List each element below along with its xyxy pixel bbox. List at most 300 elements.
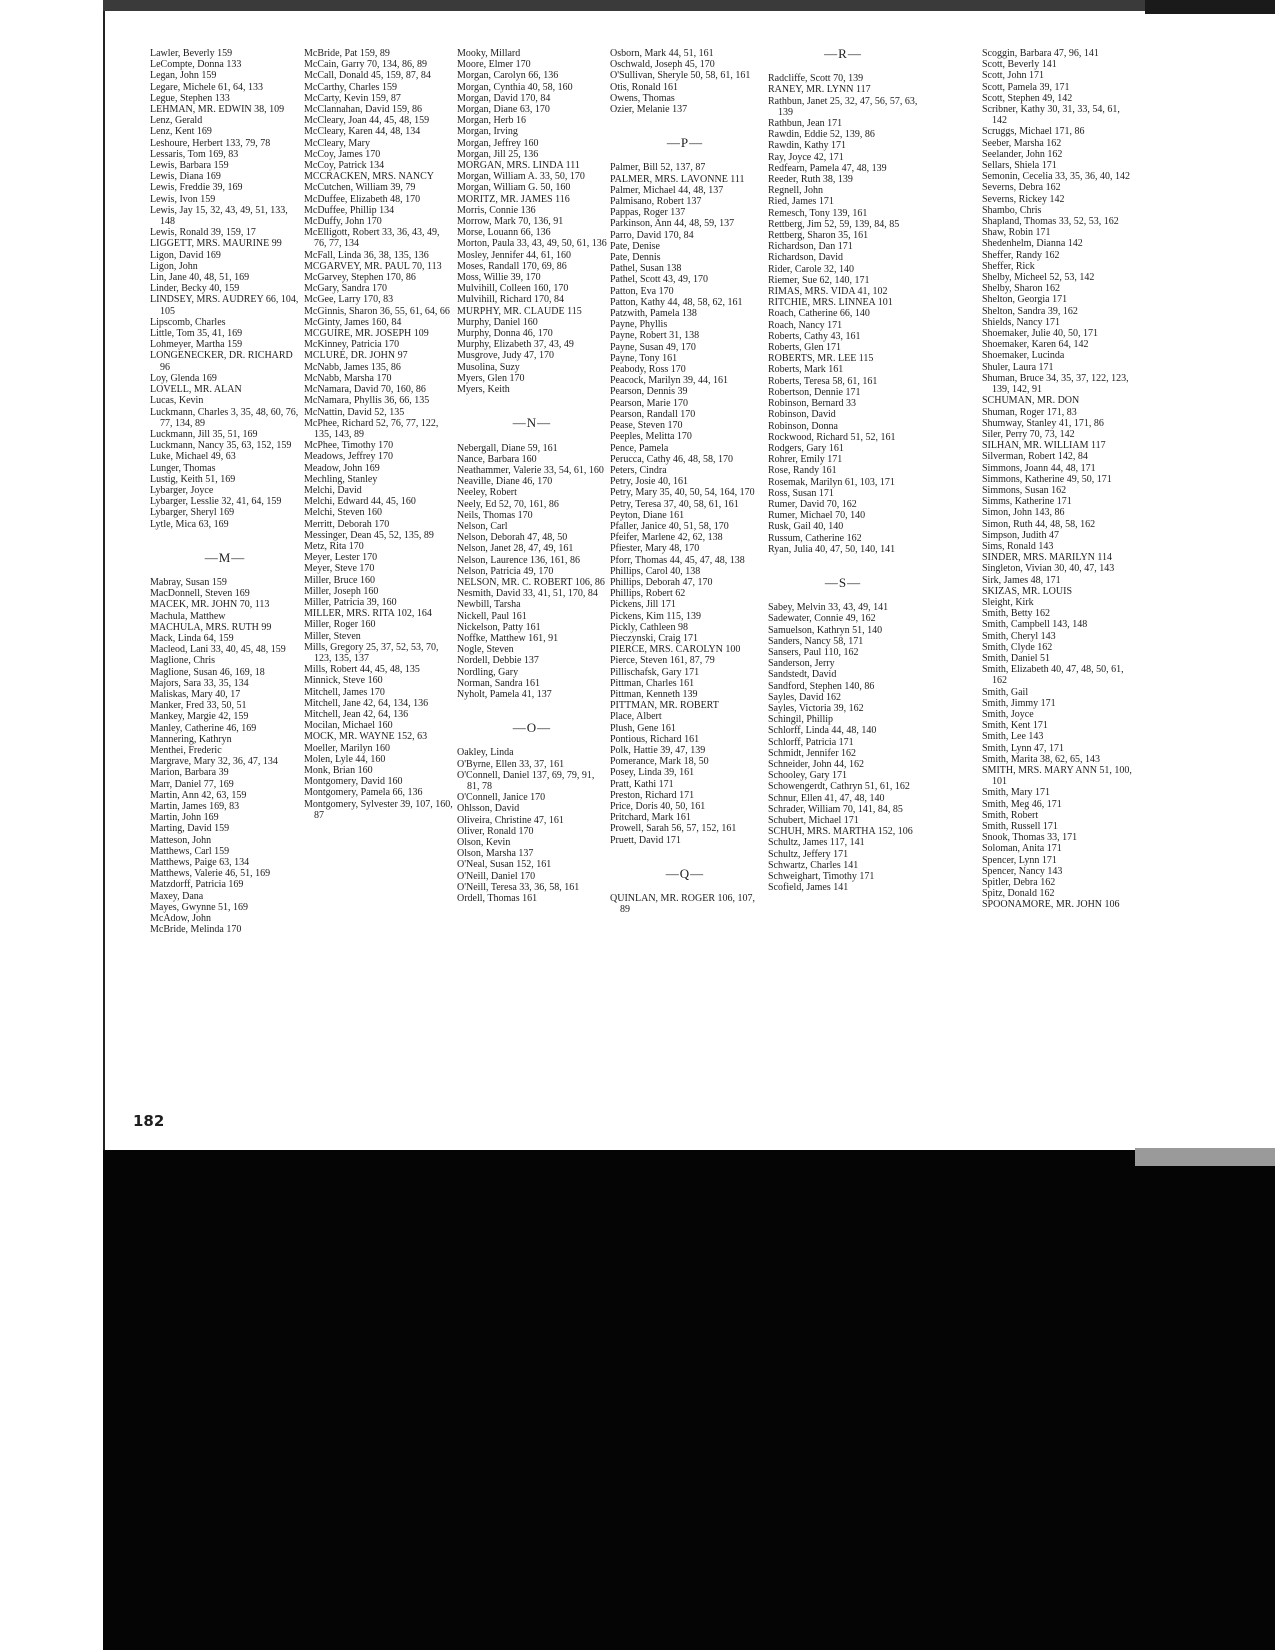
index-column-3 bbox=[457, 48, 607, 904]
index-entry: Lewis, Ronald 39, 159, 17 bbox=[150, 227, 256, 239]
index-entry: Mosley, Jennifer 44, 61, 160 bbox=[457, 249, 572, 261]
index-entry: McAdow, John bbox=[150, 913, 212, 925]
index-entry: Shambo, Chris bbox=[982, 204, 1042, 216]
index-entry: Marting, David 159 bbox=[150, 823, 230, 835]
index-entry: O'Byrne, Ellen 33, 37, 161 bbox=[457, 758, 565, 770]
index-entry: Lustig, Keith 51, 169 bbox=[150, 473, 236, 485]
index-entry: Schlorff, Linda 44, 48, 140 bbox=[768, 725, 877, 737]
index-entry: Place, Albert bbox=[610, 711, 662, 723]
index-entry: Manker, Fred 33, 50, 51 bbox=[150, 700, 247, 712]
index-entry: Phillips, Deborah 47, 170 bbox=[610, 576, 713, 588]
section-letter-heading: —P— bbox=[666, 135, 704, 151]
index-entry: Myers, Keith bbox=[457, 384, 510, 396]
index-column-6 bbox=[982, 48, 1132, 911]
index-entry: Melchi, David bbox=[304, 484, 362, 496]
index-entry: Sims, Ronald 143 bbox=[982, 540, 1054, 552]
index-entry: Simmons, Joann 44, 48, 171 bbox=[982, 462, 1096, 474]
index-entry: Peeples, Melitta 170 bbox=[610, 431, 692, 443]
index-entry: Martin, James 169, 83 bbox=[150, 801, 240, 812]
index-entry: MACEK, MR. JOHN 70, 113 bbox=[150, 599, 270, 611]
index-entry: Pillischafsk, Gary 171 bbox=[610, 666, 700, 678]
index-entry: Seelander, John 162 bbox=[982, 148, 1063, 160]
index-entry: Matteson, John bbox=[150, 834, 212, 846]
index-entry: Schubert, Michael 171 bbox=[768, 815, 859, 826]
index-entry: Sirk, James 48, 171 bbox=[982, 574, 1061, 586]
index-entry: Neaville, Diane 46, 170 bbox=[457, 476, 553, 488]
index-entry: McGinty, James 160, 84 bbox=[304, 316, 402, 328]
index-entry: Noffke, Matthew 161, 91 bbox=[457, 632, 559, 644]
index-entry: Shoemaker, Julie 40, 50, 171 bbox=[982, 328, 1098, 340]
index-entry: Nyholt, Pamela 41, 137 bbox=[457, 688, 552, 700]
index-entry: PIERCE, MRS. CAROLYN 100 bbox=[610, 644, 741, 656]
index-entry: Miller, Patricia 39, 160 bbox=[304, 596, 397, 608]
index-entry: Legue, Stephen 133 bbox=[150, 92, 230, 104]
index-entry: SCHUH, MRS. MARTHA 152, 106 bbox=[768, 826, 913, 838]
index-column-1 bbox=[150, 48, 300, 935]
index-entry: Pearson, Marie 170 bbox=[610, 397, 689, 409]
index-entry: Nelson, Carl bbox=[457, 520, 508, 532]
index-entry: Nogle, Steven bbox=[457, 644, 514, 656]
index-entry: Shuler, Laura 171 bbox=[982, 361, 1054, 373]
index-entry: Price, Doris 40, 50, 161 bbox=[610, 801, 706, 812]
index-entry: Maglione, Susan 46, 169, 18 bbox=[150, 666, 265, 678]
index-entry: Sheffer, Randy 162 bbox=[982, 249, 1060, 261]
index-entry: Smith, Robert bbox=[982, 809, 1039, 821]
index-entry: Schmidt, Jennifer 162 bbox=[768, 747, 857, 759]
index-entry: Messinger, Dean 45, 52, 135, 89 bbox=[304, 529, 434, 541]
index-entry: Little, Tom 35, 41, 169 bbox=[150, 328, 243, 340]
index-entry: Pontious, Richard 161 bbox=[610, 733, 700, 745]
index-entry: McNamara, David 70, 160, 86 bbox=[304, 384, 426, 396]
index-entry: SINDER, MRS. MARILYN 114 bbox=[982, 552, 1113, 564]
index-entry: Smith, Lynn 47, 171 bbox=[982, 742, 1064, 754]
index-entry: Pease, Steven 170 bbox=[610, 420, 683, 432]
index-entry: Lunger, Thomas bbox=[150, 462, 216, 474]
index-entry: Shoemaker, Lucinda bbox=[982, 350, 1065, 362]
index-entry: Luckmann, Nancy 35, 63, 152, 159 bbox=[150, 440, 292, 452]
index-entry: Murphy, Elizabeth 37, 43, 49 bbox=[457, 339, 574, 351]
index-entry: Schnur, Ellen 41, 47, 48, 140 bbox=[768, 792, 885, 804]
index-entry: Palmer, Bill 52, 137, 87 bbox=[610, 162, 706, 174]
index-entry: Linder, Becky 40, 159 bbox=[150, 283, 240, 295]
index-entry: Scott, John 171 bbox=[982, 70, 1044, 82]
index-entry: LINDSEY, MRS. AUDREY 66, 104, 105 bbox=[150, 294, 299, 317]
index-entry: Sadewater, Connie 49, 162 bbox=[768, 613, 876, 625]
index-entry: Montgomery, Pamela 66, 136 bbox=[304, 787, 423, 799]
index-entry: McPhee, Richard 52, 76, 77, 122, 135, 143, 89 bbox=[304, 417, 439, 440]
index-entry: Murphy, Donna 46, 170 bbox=[457, 328, 553, 340]
index-entry: Mankey, Margie 42, 159 bbox=[150, 711, 249, 723]
index-entry: Sleight, Kirk bbox=[982, 596, 1034, 608]
section-letter-heading: —S— bbox=[824, 574, 862, 590]
index-entry: McBride, Pat 159, 89 bbox=[304, 48, 390, 59]
index-entry: Scott, Pamela 39, 171 bbox=[982, 81, 1070, 93]
index-entry: Sellars, Shiela 171 bbox=[982, 160, 1057, 172]
index-entry: Mechling, Stanley bbox=[304, 473, 378, 485]
index-entry: Simpson, Judith 47 bbox=[982, 529, 1059, 541]
index-entry: Morgan, Herb 16 bbox=[457, 115, 526, 127]
index-entry: McCarty, Kevin 159, 87 bbox=[304, 92, 401, 104]
index-entry: Smith, Jimmy 171 bbox=[982, 697, 1056, 709]
index-entry: Rohrer, Emily 171 bbox=[768, 454, 843, 466]
index-entry: Loy, Glenda 169 bbox=[150, 372, 217, 384]
index-entry: Scoggin, Barbara 47, 96, 141 bbox=[982, 48, 1099, 59]
index-entry: SKIZAS, MR. LOUIS bbox=[982, 585, 1073, 597]
index-entry: McNabb, James 135, 86 bbox=[304, 361, 401, 373]
index-entry: McElligott, Robert 33, 36, 43, 49, 76, 77, 134 bbox=[304, 227, 440, 250]
index-entry: Shuman, Roger 171, 83 bbox=[982, 406, 1077, 418]
index-entry: Pittman, Charles 161 bbox=[610, 677, 695, 689]
index-entry: LEHMAN, MR. EDWIN 38, 109 bbox=[150, 104, 285, 116]
index-entry: Schultz, Jeffery 171 bbox=[768, 848, 849, 860]
index-entry: Scott, Stephen 49, 142 bbox=[982, 92, 1073, 104]
index-entry: Schrader, William 70, 141, 84, 85 bbox=[768, 803, 903, 815]
index-entry: Matthews, Paige 63, 134 bbox=[150, 857, 250, 869]
index-entry: Payne, Susan 49, 170 bbox=[610, 341, 696, 353]
index-entry: Shumway, Stanley 41, 171, 86 bbox=[982, 417, 1104, 429]
index-entry: Lipscomb, Charles bbox=[150, 316, 226, 328]
index-entry: Neeley, Robert bbox=[457, 487, 517, 499]
index-entry: Miller, Steven bbox=[304, 630, 361, 642]
index-entry: Martin, John 169 bbox=[150, 812, 219, 824]
index-entry: Phillips, Robert 62 bbox=[610, 588, 686, 600]
index-entry: Lin, Jane 40, 48, 51, 169 bbox=[150, 272, 250, 284]
index-entry: Sansers, Paul 110, 162 bbox=[768, 646, 859, 658]
index-entry: Simms, Katherine 171 bbox=[982, 496, 1072, 508]
index-entry: Roberts, Mark 161 bbox=[768, 364, 844, 376]
index-entry: Parro, David 170, 84 bbox=[610, 229, 694, 241]
index-entry: Parkinson, Ann 44, 48, 59, 137 bbox=[610, 218, 735, 230]
index-entry: Nebergall, Diane 59, 161 bbox=[457, 442, 558, 454]
index-entry: Moses, Randall 170, 69, 86 bbox=[457, 260, 567, 272]
index-entry: Schneider, John 44, 162 bbox=[768, 758, 864, 770]
index-entry: MacDonnell, Steven 169 bbox=[150, 588, 250, 600]
index-entry: Sabey, Melvin 33, 43, 49, 141 bbox=[768, 602, 889, 614]
index-entry: Legare, Michele 61, 64, 133 bbox=[150, 81, 264, 93]
index-entry: Smith, Cheryl 143 bbox=[982, 630, 1056, 642]
index-entry: Smith, Betty 162 bbox=[982, 608, 1051, 620]
index-entry: Smith, Meg 46, 171 bbox=[982, 798, 1062, 810]
index-entry: Schooley, Gary 171 bbox=[768, 770, 848, 782]
index-entry: McCleary, Mary bbox=[304, 137, 370, 149]
index-entry: MILLER, MRS. RITA 102, 164 bbox=[304, 608, 432, 620]
index-entry: Nelson, Deborah 47, 48, 50 bbox=[457, 532, 568, 544]
index-entry: Simon, John 143, 86 bbox=[982, 507, 1065, 519]
section-letter-heading: —R— bbox=[824, 46, 862, 61]
index-entry: Smith, Campbell 143, 148 bbox=[982, 619, 1088, 631]
index-entry: O'Neal, Susan 152, 161 bbox=[457, 859, 552, 871]
index-entry: Mills, Gregory 25, 37, 52, 53, 70, 123, 135, 137 bbox=[304, 641, 439, 664]
index-entry: Sandstedt, David bbox=[768, 669, 837, 681]
index-entry: Olson, Marsha 137 bbox=[457, 848, 534, 860]
index-entry: Lewis, Jay 15, 32, 43, 49, 51, 133, 148 bbox=[150, 204, 288, 228]
index-entry: Morgan, Jill 25, 136 bbox=[457, 148, 539, 160]
index-column-4 bbox=[610, 48, 760, 915]
index-entry: MURPHY, MR. CLAUDE 115 bbox=[457, 305, 582, 317]
index-entry: Shelby, Sharon 162 bbox=[982, 283, 1060, 295]
index-entry: Pforr, Thomas 44, 45, 47, 48, 138 bbox=[610, 554, 745, 566]
index-entry: Miller, Roger 160 bbox=[304, 619, 376, 631]
index-entry: McCall, Donald 45, 159, 87, 84 bbox=[304, 70, 431, 82]
index-entry: Lytle, Mica 63, 169 bbox=[150, 518, 229, 530]
index-entry: Machula, Matthew bbox=[150, 610, 226, 622]
index-entry: Pathel, Scott 43, 49, 170 bbox=[610, 274, 709, 286]
index-entry: Smith, Mary 171 bbox=[982, 787, 1051, 799]
index-entry: Palmisano, Robert 137 bbox=[610, 196, 702, 208]
scan-top-strip bbox=[103, 0, 1275, 11]
index-entry: Nance, Barbara 160 bbox=[457, 453, 537, 465]
index-entry: Ross, Susan 171 bbox=[768, 487, 834, 499]
index-entry: Mulvihill, Richard 170, 84 bbox=[457, 294, 564, 306]
index-entry: Pruett, David 171 bbox=[610, 834, 681, 846]
index-entry: Meadow, John 169 bbox=[304, 462, 380, 474]
index-entry: Richardson, Dan 171 bbox=[768, 241, 853, 253]
index-entry: Posey, Linda 39, 161 bbox=[610, 767, 695, 779]
index-entry: Sanderson, Jerry bbox=[768, 658, 835, 670]
index-entry: Luckmann, Charles 3, 35, 48, 60, 76, 77, 134, 89 bbox=[150, 406, 299, 429]
index-entry: Scofield, James 141 bbox=[768, 882, 849, 894]
index-entry: Morgan, Cynthia 40, 58, 160 bbox=[457, 81, 573, 93]
index-entry: Smith, Clyde 162 bbox=[982, 641, 1053, 653]
index-entry: McDuffy, John 170 bbox=[304, 216, 382, 228]
index-entry: Pappas, Roger 137 bbox=[610, 207, 686, 219]
index-entry: Smith, Daniel 51 bbox=[982, 652, 1051, 664]
index-entry: Smith, Gail bbox=[982, 686, 1029, 698]
index-entry: Lybarger, Lesslie 32, 41, 64, 159 bbox=[150, 496, 282, 508]
index-entry: Riemer, Sue 62, 140, 171 bbox=[768, 274, 870, 286]
index-entry: Metz, Rita 170 bbox=[304, 540, 364, 552]
index-entry: Patton, Kathy 44, 48, 58, 62, 161 bbox=[610, 296, 743, 308]
index-entry: Rawdin, Eddie 52, 139, 86 bbox=[768, 129, 875, 141]
index-entry: Petry, Josie 40, 161 bbox=[610, 476, 688, 488]
index-entry: Ligon, David 169 bbox=[150, 249, 221, 261]
index-entry: O'Neill, Teresa 33, 36, 58, 161 bbox=[457, 881, 580, 893]
index-entry: McDuffee, Phillip 134 bbox=[304, 204, 395, 216]
index-entry: Morrow, Mark 70, 136, 91 bbox=[457, 216, 564, 228]
index-entry: Rose, Randy 161 bbox=[768, 465, 837, 477]
index-entry: Pfeifer, Marlene 42, 62, 138 bbox=[610, 532, 723, 544]
index-entry: Schweighart, Timothy 171 bbox=[768, 871, 875, 883]
page-number: 182 bbox=[133, 1112, 165, 1130]
index-entry: Shuman, Bruce 34, 35, 37, 122, 123, 139, 142, 91 bbox=[982, 372, 1129, 396]
index-entry: Morgan, William G. 50, 160 bbox=[457, 182, 571, 194]
index-entry: Phillips, Carol 40, 138 bbox=[610, 565, 701, 577]
index-entry: Ordell, Thomas 161 bbox=[457, 893, 538, 905]
index-entry: Nickell, Paul 161 bbox=[457, 610, 527, 622]
index-entry: Matzdorff, Patricia 169 bbox=[150, 879, 244, 891]
index-entry: Rettberg, Sharon 35, 161 bbox=[768, 230, 869, 242]
index-entry: Maglione, Chris bbox=[150, 655, 215, 667]
index-entry: Macleod, Lani 33, 40, 45, 48, 159 bbox=[150, 644, 286, 656]
index-entry: Robinson, Bernard 33 bbox=[768, 398, 857, 410]
index-entry: Myers, Glen 170 bbox=[457, 372, 525, 384]
index-entry: Prowell, Sarah 56, 57, 152, 161 bbox=[610, 823, 737, 835]
index-entry: Nesmith, David 33, 41, 51, 170, 84 bbox=[457, 588, 598, 600]
index-entry: Patzwith, Pamela 138 bbox=[610, 308, 697, 320]
index-entry: Lessaris, Tom 169, 83 bbox=[150, 148, 239, 160]
index-entry: Roberts, Glen 171 bbox=[768, 342, 842, 354]
index-entry: Payne, Robert 31, 138 bbox=[610, 330, 700, 342]
index-entry: Meyer, Lester 170 bbox=[304, 552, 378, 564]
index-entry: Musolina, Suzy bbox=[457, 361, 520, 373]
index-entry: Osborn, Mark 44, 51, 161 bbox=[610, 48, 714, 59]
index-entry: Pearson, Dennis 39 bbox=[610, 386, 688, 398]
index-entry: NELSON, MR. C. ROBERT 106, 86 bbox=[457, 576, 605, 588]
index-entry: Moore, Elmer 170 bbox=[457, 59, 531, 71]
index-entry: Pieczynski, Craig 171 bbox=[610, 632, 699, 644]
index-entry: QUINLAN, MR. ROGER 106, 107, 89 bbox=[610, 893, 755, 916]
index-entry: Soloman, Anita 171 bbox=[982, 843, 1062, 855]
index-entry: Maxey, Dana bbox=[150, 890, 204, 902]
index-entry: McNamara, Phyllis 36, 66, 135 bbox=[304, 395, 430, 407]
index-entry: Samuelson, Kathryn 51, 140 bbox=[768, 624, 883, 636]
index-entry: Morgan, Diane 63, 170 bbox=[457, 104, 550, 116]
index-entry: MCGARVEY, MR. PAUL 70, 113 bbox=[304, 260, 442, 272]
index-entry: MACHULA, MRS. RUTH 99 bbox=[150, 621, 272, 633]
index-entry: Moss, Willie 39, 170 bbox=[457, 272, 541, 284]
index-entry: Smith, Marita 38, 62, 65, 143 bbox=[982, 753, 1101, 765]
index-entry: Lybarger, Sheryl 169 bbox=[150, 507, 235, 519]
index-entry: Marion, Barbara 39 bbox=[150, 767, 229, 779]
index-entry: Regnell, John bbox=[768, 185, 823, 197]
index-entry: Shelton, Sandra 39, 162 bbox=[982, 305, 1078, 317]
index-entry: Petry, Teresa 37, 40, 58, 61, 161 bbox=[610, 498, 739, 510]
index-entry: Preston, Richard 171 bbox=[610, 789, 695, 801]
index-entry: Miller, Joseph 160 bbox=[304, 585, 379, 597]
index-entry: Reeder, Ruth 38, 139 bbox=[768, 174, 853, 186]
index-entry: McNabb, Marsha 170 bbox=[304, 372, 392, 384]
index-entry: Peters, Cindra bbox=[610, 464, 667, 476]
index-entry: Murphy, Daniel 160 bbox=[457, 316, 538, 328]
index-entry: Nelson, Laurence 136, 161, 86 bbox=[457, 554, 581, 566]
index-entry: McGinnis, Sharon 36, 55, 61, 64, 66 bbox=[304, 305, 450, 317]
index-entry: Smith, Kent 171 bbox=[982, 720, 1048, 732]
index-entry: McCoy, Patrick 134 bbox=[304, 160, 385, 172]
index-entry: RIMAS, MRS. VIDA 41, 102 bbox=[768, 286, 888, 298]
index-entry: Pate, Denise bbox=[610, 240, 660, 252]
index-entry: O'Connell, Janice 170 bbox=[457, 792, 546, 804]
index-entry: Minnick, Steve 160 bbox=[304, 675, 383, 687]
index-entry: Rider, Carole 32, 140 bbox=[768, 263, 854, 275]
index-entry: Rathbun, Jean 171 bbox=[768, 118, 843, 130]
index-entry: Ohlsson, David bbox=[457, 803, 520, 815]
index-entry: Pathel, Susan 138 bbox=[610, 263, 682, 275]
page-edge-line bbox=[103, 0, 105, 1150]
index-entry: Schowengerdt, Cathryn 51, 61, 162 bbox=[768, 781, 910, 793]
index-entry: Robertson, Dennie 171 bbox=[768, 386, 861, 398]
index-entry: Oakley, Linda bbox=[457, 747, 514, 759]
index-entry: Smith, Lee 143 bbox=[982, 731, 1044, 743]
index-entry: Marr, Daniel 77, 169 bbox=[150, 778, 234, 790]
index-entry: Pearson, Randall 170 bbox=[610, 408, 696, 420]
index-entry: Lewis, Diana 169 bbox=[150, 171, 221, 183]
index-entry: Mannering, Kathryn bbox=[150, 733, 232, 745]
index-entry: McCutchen, William 39, 79 bbox=[304, 182, 416, 194]
index-entry: LIGGETT, MRS. MAURINE 99 bbox=[150, 238, 282, 250]
index-entry: Pickens, Kim 115, 139 bbox=[610, 610, 702, 622]
index-entry: PITTMAN, MR. ROBERT bbox=[610, 700, 719, 712]
index-entry: Payne, Tony 161 bbox=[610, 352, 678, 364]
section-letter-heading: —M— bbox=[204, 549, 246, 565]
index-entry: Mayes, Gwynne 51, 169 bbox=[150, 901, 249, 913]
index-entry: Pomerance, Mark 18, 50 bbox=[610, 756, 709, 768]
index-entry: Morgan, William A. 33, 50, 170 bbox=[457, 171, 585, 183]
index-entry: Severns, Debra 162 bbox=[982, 182, 1061, 194]
index-entry: LOVELL, MR. ALAN bbox=[150, 384, 242, 396]
index-entry: Olson, Kevin bbox=[457, 837, 511, 848]
index-entry: McCain, Garry 70, 134, 86, 89 bbox=[304, 59, 428, 71]
index-entry: Owens, Thomas bbox=[610, 92, 675, 104]
index-entry: Mitchell, Jane 42, 64, 134, 136 bbox=[304, 697, 429, 709]
index-entry: Otis, Ronald 161 bbox=[610, 81, 679, 93]
index-entry: Radcliffe, Scott 70, 139 bbox=[768, 73, 864, 85]
index-entry: Leshoure, Herbert 133, 79, 78 bbox=[150, 137, 271, 149]
index-entry: Neely, Ed 52, 70, 161, 86 bbox=[457, 498, 559, 510]
index-entry: Siler, Perry 70, 73, 142 bbox=[982, 428, 1075, 440]
index-entry: Perucca, Cathy 46, 48, 58, 170 bbox=[610, 453, 734, 465]
index-entry: Scribner, Kathy 30, 31, 33, 54, 61, 142 bbox=[982, 104, 1120, 127]
index-entry: Morgan, Carolyn 66, 136 bbox=[457, 70, 559, 82]
index-entry: Spencer, Nancy 143 bbox=[982, 865, 1063, 877]
index-entry: Mitchell, James 170 bbox=[304, 686, 385, 698]
index-entry: Melchi, Steven 160 bbox=[304, 507, 383, 519]
index-entry: Spitler, Debra 162 bbox=[982, 877, 1056, 889]
index-entry: Meyer, Steve 170 bbox=[304, 563, 375, 575]
index-entry: Mitchell, Jean 42, 64, 136 bbox=[304, 708, 409, 720]
index-entry: Morton, Paula 33, 43, 49, 50, 61, 136 bbox=[457, 238, 607, 250]
index-entry: McCleary, Karen 44, 48, 134 bbox=[304, 126, 421, 138]
index-entry: Norman, Sandra 161 bbox=[457, 677, 541, 689]
index-entry: SCHUMAN, MR. DON bbox=[982, 395, 1080, 407]
index-entry: Peacock, Marilyn 39, 44, 161 bbox=[610, 375, 729, 387]
index-entry: Lenz, Kent 169 bbox=[150, 126, 212, 138]
index-entry: Shelton, Georgia 171 bbox=[982, 294, 1068, 306]
index-entry: MOCK, MR. WAYNE 152, 63 bbox=[304, 731, 428, 743]
index-entry: Mack, Linda 64, 159 bbox=[150, 632, 234, 644]
index-entry: Martin, Ann 42, 63, 159 bbox=[150, 789, 247, 801]
index-entry: Shaw, Robin 171 bbox=[982, 227, 1051, 239]
index-entry: McNattin, David 52, 135 bbox=[304, 406, 405, 418]
index-entry: Manley, Catherine 46, 169 bbox=[150, 722, 257, 734]
index-entry: Molen, Lyle 44, 160 bbox=[304, 753, 386, 765]
index-entry: Lawler, Beverly 159 bbox=[150, 48, 233, 59]
index-entry: MCCRACKEN, MRS. NANCY bbox=[304, 171, 435, 183]
index-entry: Scott, Beverly 141 bbox=[982, 59, 1057, 71]
index-entry: Mills, Robert 44, 45, 48, 135 bbox=[304, 664, 420, 676]
index-entry: Maliskas, Mary 40, 17 bbox=[150, 688, 241, 700]
index-entry: Oliveira, Christine 47, 161 bbox=[457, 814, 564, 826]
index-entry: Pritchard, Mark 161 bbox=[610, 812, 691, 824]
index-entry: Legan, John 159 bbox=[150, 70, 217, 82]
index-entry: Roberts, Cathy 43, 161 bbox=[768, 330, 861, 342]
index-entry: McCleary, Joan 44, 45, 48, 159 bbox=[304, 115, 430, 127]
index-entry: Pratt, Kathi 171 bbox=[610, 778, 674, 790]
index-entry: Lewis, Freddie 39, 169 bbox=[150, 182, 243, 194]
index-entry: Semonin, Cecelia 33, 35, 36, 40, 142 bbox=[982, 171, 1131, 183]
index-entry: Musgrove, Judy 47, 170 bbox=[457, 350, 554, 362]
index-entry: Miller, Bruce 160 bbox=[304, 574, 375, 586]
index-entry: Pate, Dennis bbox=[610, 252, 661, 264]
index-entry: Rockwood, Richard 51, 52, 161 bbox=[768, 431, 896, 443]
index-entry: Spitz, Donald 162 bbox=[982, 888, 1055, 900]
section-letter-heading: —N— bbox=[512, 415, 552, 431]
index-entry: Mocilan, Michael 160 bbox=[304, 720, 393, 732]
index-entry: Nordling, Gary bbox=[457, 666, 519, 678]
index-entry: Shapland, Thomas 33, 52, 53, 162 bbox=[982, 216, 1119, 228]
index-entry: ROBERTS, MR. LEE 115 bbox=[768, 353, 874, 365]
index-entry: Oschwald, Joseph 45, 170 bbox=[610, 59, 715, 71]
index-entry: Pfaller, Janice 40, 51, 58, 170 bbox=[610, 520, 729, 532]
